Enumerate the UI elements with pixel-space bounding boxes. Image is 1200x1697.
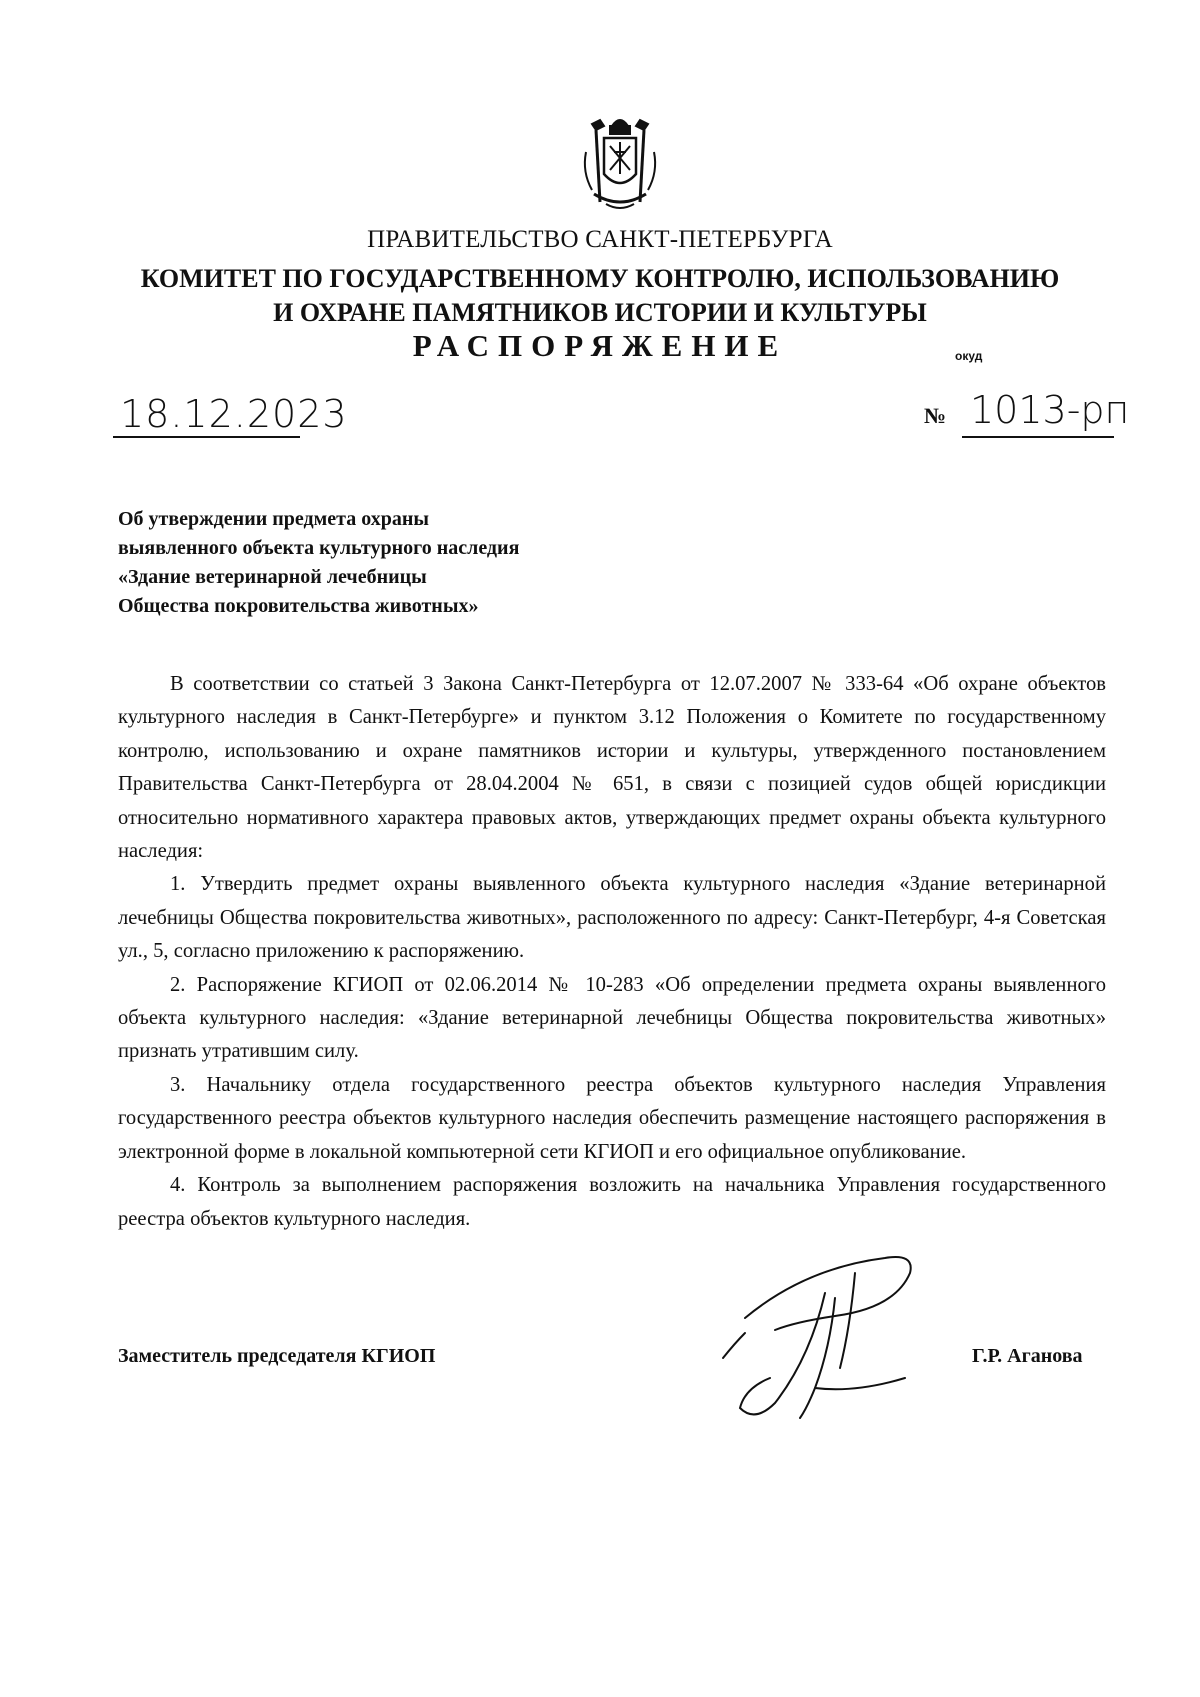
committee-name [0,262,1200,330]
number-sign: № [924,403,947,428]
okud-label: окуд [955,349,983,363]
item-3-paragraph: 3. Начальнику отдела государственного реестра объектов культурного наследия Управления государственного реестра объектов культурного наследия обеспечить размещение настоящего распоряжения в электронной форме в локальной компьютерной сети КГИОП и его официальное опубликование. [118,1073,1106,1163]
committee-line-2: И ОХРАНЕ ПАМЯТНИКОВ ИСТОРИИ И КУЛЬТУРЫ [273,298,927,327]
item-1-paragraph: 1. Утвердить предмет охраны выявленного объекта культурного наследия «Здание ветеринарной лечебницы Общества покровительства животных», расположенного по адресу: Санкт-Петербург, 4-я Советская ул., 5, согласно приложению к распоряжению. [118,873,1106,963]
item-4-paragraph: 4. Контроль за выполнением распоряжения возложить на начальника Управления государственного реестра объектов культурного наследия. [118,1174,1106,1230]
signatory-title: Заместитель председателя КГИОП [118,1345,436,1367]
item-2-paragraph: 2. Распоряжение КГИОП от 02.06.2014 № 10-283 «Об определении предмета охраны выявленного объекта культурного наследия: «Здание ветеринарной лечебницы Общества покровительства животных» признать утратившим силу. [118,973,1106,1063]
subject-line: Об утверждении предмета охраны [118,508,429,530]
subject-line: «Здание ветеринарной лечебницы [118,566,427,588]
government-name: ПРАВИТЕЛЬСТВО САНКТ-ПЕТЕРБУРГА [367,226,833,253]
date-underline [113,436,300,438]
committee-line-1: КОМИТЕТ ПО ГОСУДАРСТВЕННОМУ КОНТРОЛЮ, ИСПОЛЬЗОВАНИЮ [140,264,1060,293]
subject-line: выявленного объекта культурного наследия [118,537,520,559]
document-subject [118,505,738,621]
preamble-paragraph: В соответствии со статьей 3 Закона Санкт-Петербурга от 12.07.2007 № 333-64 «Об охране объектов культурного наследия в Санкт-Петербурге» и пунктом 3.12 Положения о Комитете по государственному контролю, использованию и охране памятников истории и культуры, утвержденного постановлением Правительства Санкт-Петербурга от 28.04.2004 № 651, в связи с позицией судов общей юрисдикции относительно нормативного характера правовых актов, утверждающих предмет охраны объекта культурного наследия: [118,673,1106,863]
subject-line: Общества покровительства животных» [118,595,479,617]
coat-of-arms-icon [578,112,662,216]
document-type-title: РАСПОРЯЖЕНИЕ [412,328,788,363]
document-date: 18.12.2023 [120,392,348,436]
document-number: 1013-рп [970,388,1130,432]
document-body [118,668,1106,1236]
handwritten-signature [715,1238,965,1428]
number-underline [962,436,1114,438]
signatory-name: Г.Р. Аганова [972,1345,1083,1367]
